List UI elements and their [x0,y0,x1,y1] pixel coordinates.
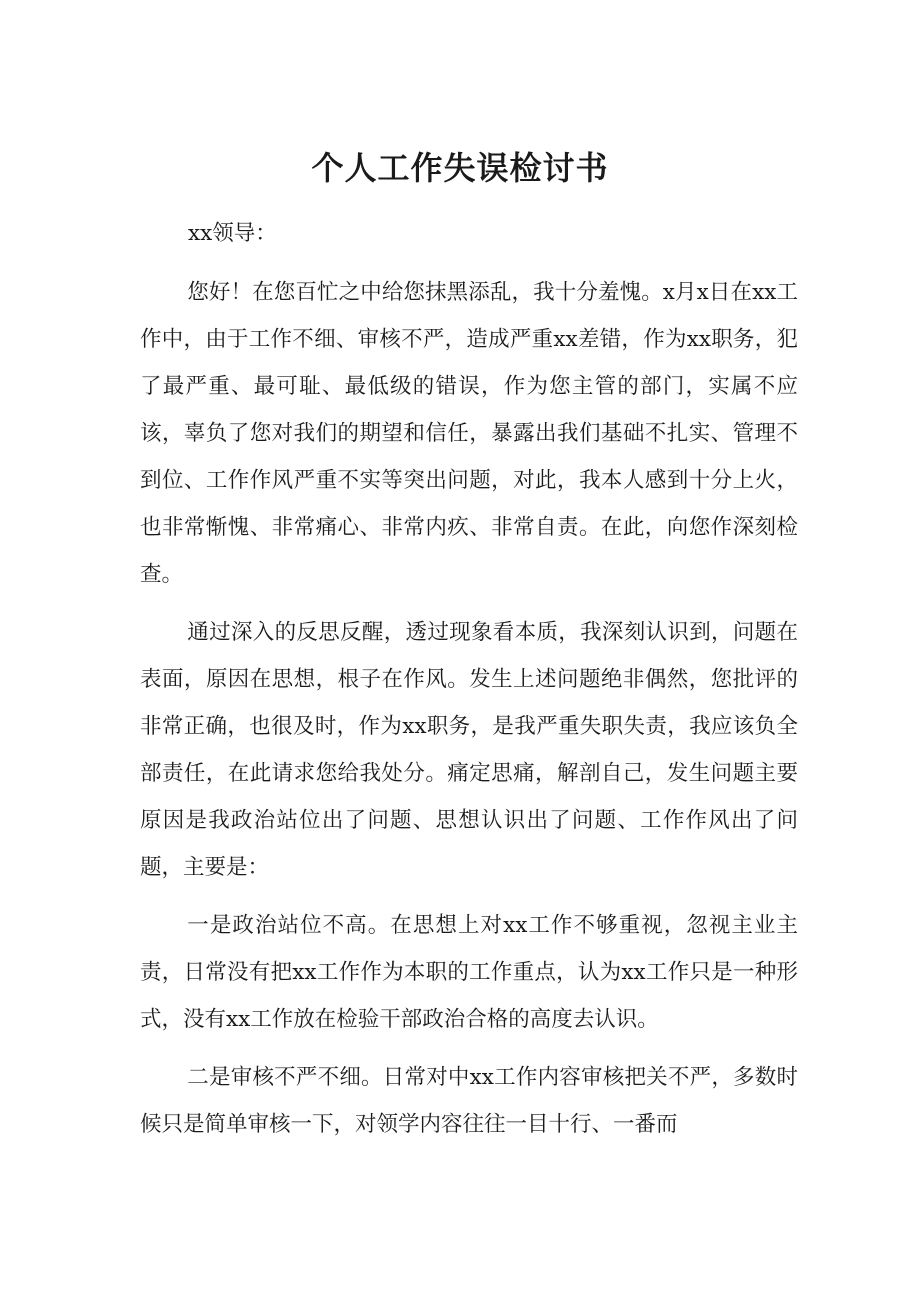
paragraph-reflection: 通过深入的反思反醒，透过现象看本质，我深刻认识到，问题在表面，原因在思想，根子在作风。发生上述问题绝非偶然，您批评的非常正确，也很及时，作为xx职务，是我严重失职失责，我应该负全部责任，在此请求您给我处分。痛定思痛，解剖自己，发生问题主要原因是我政治站位出了问题、思想认识出了问题、工作作风出了问题，主要是： [140,620,798,880]
document-body [140,210,798,1159]
document-title: 个人工作失误检讨书 [311,149,609,187]
salutation: xx领导： [188,221,277,246]
paragraph-greeting: 您好！在您百忙之中给您抹黑添乱，我十分羞愧。x月x日在xx工作中，由于工作不细、审核不严，造成严重xx差错，作为xx职务，犯了最严重、最可耻、最低级的错误，作为您主管的部门，实属不应该，辜负了您对我们的期望和信任，暴露出我们基础不扎实、管理不到位、工作作风严重不实等突出问题，对此，我本人感到十分上火，也非常惭愧、非常痛心、非常内疚、非常自责。在此，向您作深刻检查。 [140,280,798,587]
paragraph-point-one: 一是政治站位不高。在思想上对xx工作不够重视，忽视主业主责，日常没有把xx工作作为本职的工作重点，认为xx工作只是一种形式，没有xx工作放在检验干部政治合格的高度去认识。 [140,913,798,1032]
paragraph-point-two: 二是审核不严不细。日常对中xx工作内容审核把关不严，多数时候只是简单审核一下，对领学内容往往一目十行、一番而 [140,1065,798,1137]
